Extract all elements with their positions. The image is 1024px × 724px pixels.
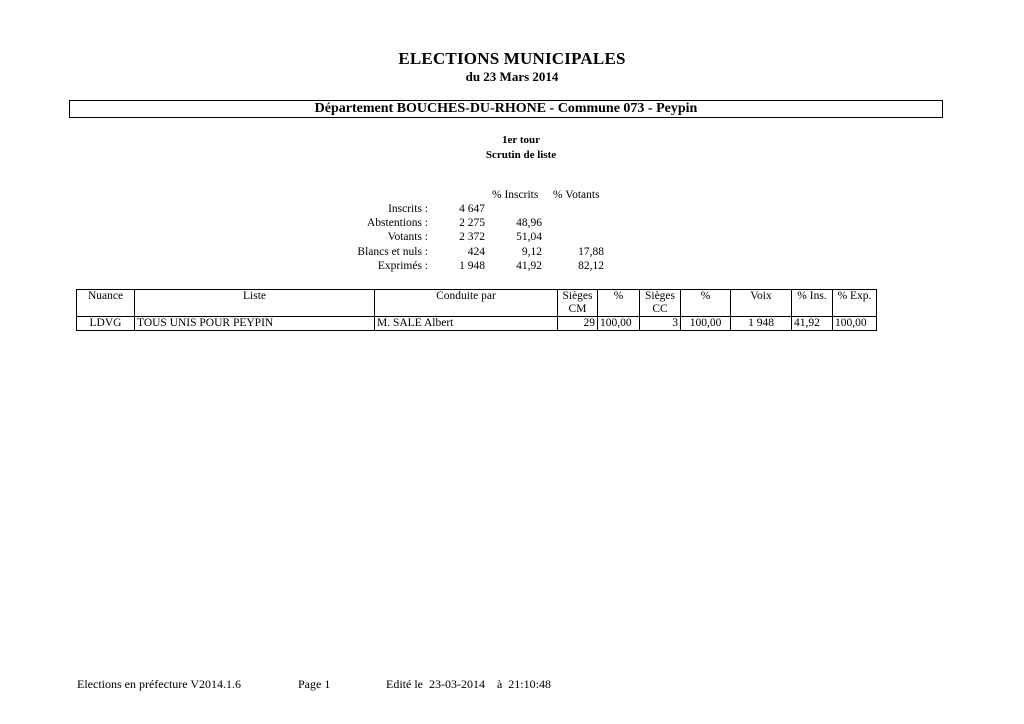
header-pct-ins: % Ins. <box>792 290 833 317</box>
stat-value: 424 <box>467 246 485 258</box>
cell-sieges-cc: 3 <box>640 317 681 331</box>
document-title: ELECTIONS MUNICIPALES <box>398 49 626 68</box>
header-liste: Liste <box>135 290 375 317</box>
cell-pct-ins: 41,92 <box>792 317 833 331</box>
stat-row-abstentions <box>0 217 1024 231</box>
cell-conduite: M. SALE Albert <box>375 317 558 331</box>
stat-value: 4 647 <box>459 203 485 215</box>
stat-row-blancs-nuls <box>0 246 1024 260</box>
stat-value: 1 948 <box>459 260 485 272</box>
cell-pct-cc: 100,00 <box>681 317 731 331</box>
cell-liste: TOUS UNIS POUR PEYPIN <box>135 317 375 331</box>
election-date: du 23 Mars 2014 <box>465 69 559 84</box>
department-commune-banner: Département BOUCHES-DU-RHONE - Commune 073 - Peypin <box>69 100 943 118</box>
footer-edit-timestamp: Edité le 23-03-2014 à 21:10:48 <box>386 677 551 691</box>
cell-voix: 1 948 <box>731 317 792 331</box>
header-sieges-cc-line2: CC <box>652 303 668 315</box>
header-sieges-cm-line2: CM <box>568 303 587 315</box>
table-row <box>77 317 877 331</box>
stat-label: Exprimés : <box>377 260 428 272</box>
stat-pct-inscrits: 51,04 <box>516 231 542 243</box>
cell-pct-cm: 100,00 <box>598 317 640 331</box>
cell-pct-exp: 100,00 <box>833 317 877 331</box>
stat-row-votants <box>0 231 1024 245</box>
stat-pct-votants: 17,88 <box>578 246 604 258</box>
pct-inscrits-header: % Inscrits <box>492 189 539 201</box>
header-conduite: Conduite par <box>375 290 558 317</box>
stat-value: 2 372 <box>459 231 485 243</box>
stat-pct-inscrits: 41,92 <box>516 260 542 272</box>
cell-sieges-cm: 29 <box>558 317 598 331</box>
header-sieges-cm-line1: Sièges <box>562 290 593 302</box>
scrutin-label: Scrutin de liste <box>485 149 557 161</box>
cell-nuance: LDVG <box>77 317 135 331</box>
footer-software-version: Elections en préfecture V2014.1.6 <box>77 677 242 691</box>
stat-value: 2 275 <box>459 217 485 229</box>
header-sieges-cc-line1: Sièges <box>644 290 676 302</box>
stat-pct-inscrits: 48,96 <box>516 217 542 229</box>
header-sieges-cc <box>640 290 681 317</box>
header-pct-cc: % <box>681 290 731 317</box>
footer-page-number: Page 1 <box>298 677 331 691</box>
stat-row-exprimes <box>0 260 1024 274</box>
results-table <box>76 289 877 331</box>
tour-label: 1er tour <box>502 134 540 146</box>
header-nuance: Nuance <box>77 290 135 317</box>
stat-label: Inscrits : <box>388 203 428 215</box>
stat-label: Abstentions : <box>366 217 428 229</box>
header-pct-exp: % Exp. <box>833 290 877 317</box>
pct-votants-header: % Votants <box>553 189 600 201</box>
header-pct-cm: % <box>598 290 640 317</box>
stat-pct-inscrits: 9,12 <box>521 246 542 258</box>
results-header-row <box>77 290 877 317</box>
header-sieges-cm <box>558 290 598 317</box>
stat-label: Votants : <box>387 231 428 243</box>
stat-pct-votants: 82,12 <box>578 260 604 272</box>
header-voix: Voix <box>731 290 792 317</box>
stat-row-inscrits <box>0 203 1024 217</box>
stat-label: Blancs et nuls : <box>357 246 428 258</box>
